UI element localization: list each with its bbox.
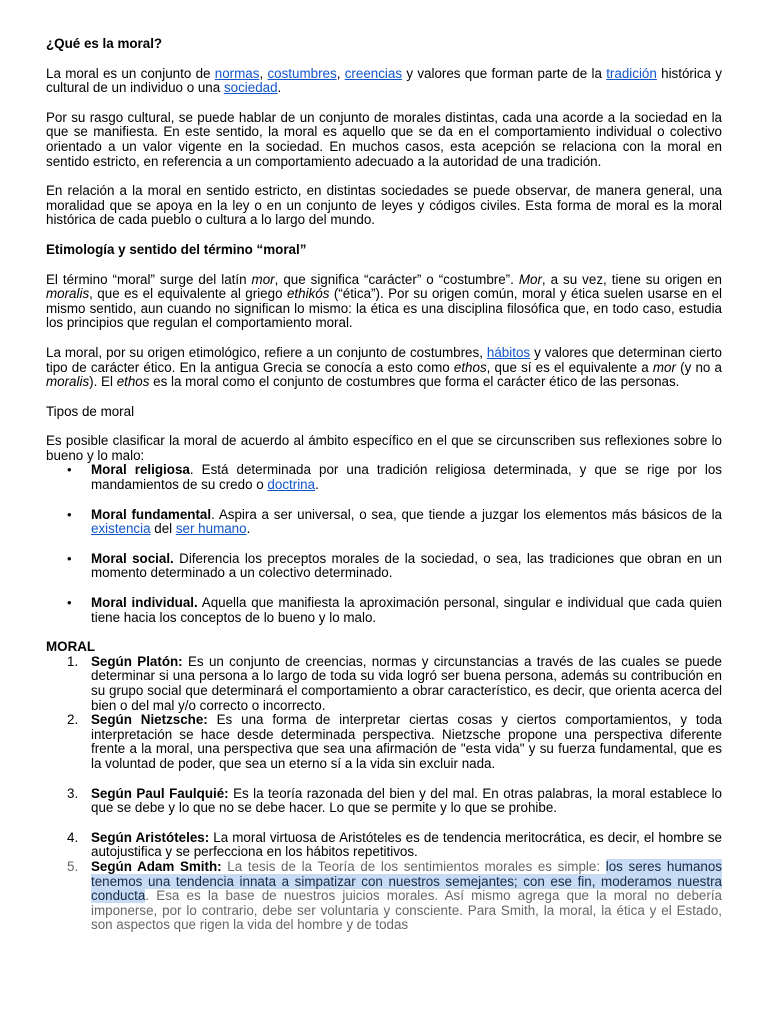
section-heading-etimologia: Etimología y sentido del término “moral” — [46, 241, 307, 257]
text: La moral es un conjunto de — [46, 65, 215, 81]
numbered-list-autores — [46, 655, 722, 933]
term: Según Platón: — [91, 653, 183, 669]
text: Diferencia los preceptos morales de la sociedad, o sea, las tradiciones que obran en un momento determinado a un colectivo determinado. — [91, 550, 722, 581]
list-item-moral-fundamental — [46, 508, 722, 537]
text: La tesis de la Teoría de los sentimientos morales es simple: — [221, 858, 606, 874]
text: ). El — [89, 374, 117, 390]
list-number: 2. — [67, 712, 79, 728]
link-costumbres[interactable]: costumbres — [267, 65, 337, 81]
link-existencia[interactable]: existencia — [91, 521, 151, 537]
term: Moral social. — [91, 550, 174, 566]
text: , que sí es el equivalente a — [486, 359, 653, 375]
bullet-list-tipos — [46, 463, 722, 625]
term: Moral fundamental — [91, 506, 212, 522]
link-tradicion[interactable]: tradición — [606, 65, 657, 81]
list-number: 3. — [67, 785, 79, 801]
list-item-platon — [46, 655, 722, 713]
list-item-nietzsche — [46, 713, 722, 771]
link-normas[interactable]: normas — [214, 65, 260, 81]
text: . Esa es la base de nuestros juicios morales. Así mismo agrega que la moral no debería imponerse, por lo contrario, debe ser voluntaria y consciente. Para Smith, la moral, la ética y el Estado, son aspectos que rigen la vida del hombre y de todas — [91, 888, 722, 933]
link-doctrina[interactable]: doctrina — [267, 477, 316, 493]
bullet-icon: • — [67, 550, 72, 566]
text: La moral virtuosa de Aristóteles es de tendencia meritocrática, es decir, el hombre se autojustifica y se perfecciona en los hábitos repetitivos. — [91, 829, 723, 860]
italic-term: mor — [251, 271, 275, 287]
italic-term: mor — [652, 359, 676, 375]
italic-term: Mor — [518, 271, 542, 287]
link-habitos[interactable]: hábitos — [486, 344, 531, 360]
text: , que es el equivalente al griego — [89, 286, 287, 302]
italic-term: ethos — [453, 359, 487, 375]
text: y valores que determinan cierto tipo de carácter ético. En la antigua Grecia se conocía a esto como — [46, 344, 722, 375]
italic-term: moralis — [46, 374, 90, 390]
text: . — [277, 80, 282, 96]
text: . — [315, 477, 319, 493]
section-heading-moral: MORAL — [46, 639, 96, 655]
italic-term: moralis — [46, 286, 90, 302]
list-number: 5. — [67, 858, 79, 874]
link-ser-humano[interactable]: ser humano — [175, 521, 247, 537]
link-creencias[interactable]: creencias — [344, 65, 403, 81]
list-number: 1. — [67, 653, 79, 669]
paragraph-definition — [46, 67, 722, 96]
bullet-icon: • — [67, 462, 72, 478]
italic-term: ethos — [116, 374, 150, 390]
bullet-icon: • — [67, 506, 72, 522]
term: Según Aristóteles: — [91, 829, 210, 845]
text: es la moral como el conjunto de costumbres que forma el carácter ético de las personas. — [149, 374, 680, 390]
section-heading-que-es-la-moral: ¿Qué es la moral? — [46, 36, 163, 51]
list-item-adam-smith — [46, 860, 722, 933]
list-item-faulquie — [46, 787, 722, 816]
list-item-aristoteles — [46, 831, 722, 860]
italic-term: ethikós — [286, 286, 330, 302]
text: La moral, por su origen etimológico, refiere a un conjunto de costumbres, — [46, 344, 487, 360]
paragraph-origen-etimologico — [46, 346, 722, 390]
paragraph-rasgo-cultural: Por su rasgo cultural, se puede hablar de un conjunto de morales distintas, cada una acorde a la sociedad en la que se manifiesta. En este sentido, la moral es aquello que se da en el comportamiento individual o colectivo orientado a un valor vigente en la sociedad. En muchos casos, esta acepción se relaciona con la moral en sentido estricto, en referencia a un comportamiento adecuado a la autoridad de una tradición. — [46, 109, 722, 169]
text: , a su vez, tiene su origen en — [541, 271, 722, 287]
list-number: 4. — [67, 829, 79, 845]
text: Es una forma de interpretar ciertas cosas y ciertos comportamientos, y toda interpretación se hace desde determinada perspectiva. Nietzsche propone una perspectiva diferente frente a la moral, una perspectiva que sea una afirmación de "esta vida" y su fuerza fundamental, que es la voluntad de poder, que sea un eterno sí a la vida sin excluir nada. — [91, 712, 722, 771]
term: Según Adam Smith: — [91, 858, 222, 874]
text: . Aspira a ser universal, o sea, que tiende a juzgar los elementos más básicos de la — [211, 506, 722, 522]
text: , — [259, 65, 268, 81]
text: . Está determinada por una tradición religiosa determinada, y que se rige por los mandamientos de su credo o — [91, 462, 722, 493]
term: Según Paul Faulquié: — [91, 785, 229, 801]
text: (y no a — [675, 359, 722, 375]
term: Moral religiosa — [91, 462, 190, 478]
text: , — [336, 65, 345, 81]
section-heading-tipos-de-moral: Tipos de moral — [46, 403, 135, 419]
text: , que significa “carácter” o “costumbre”. — [274, 271, 519, 287]
list-item-moral-individual — [46, 596, 722, 625]
list-item-moral-social — [46, 552, 722, 581]
bullet-icon: • — [67, 595, 72, 611]
term: Según Nietzsche: — [91, 712, 208, 728]
text: del — [150, 521, 176, 537]
term: Moral individual. — [91, 595, 198, 611]
paragraph-etimologia — [46, 273, 722, 331]
text: El término “moral” surge del latín — [46, 271, 252, 287]
text: histórica y cultural de un individuo o una — [46, 65, 722, 96]
text: Es un conjunto de creencias, normas y circunstancias a través de las cuales se puede determinar si una persona a lo largo de toda su vida logró ser buena persona, además su contribución en su grupo social que determinará el comportamiento a obrar característico, es decir, que orienta acerca del bien o del mal y/o correcto o incorrecto. — [91, 653, 723, 713]
highlighted-text: los seres humanos tenemos una tendencia innata a simpatizar con nuestros semejantes; con ese fin, moderamos nuestra conducta — [91, 858, 722, 904]
text: (“ética”). Por su origen común, moral y ética suelen usarse en el mismo sentido, aun cuando no significan lo mismo: la ética es una disciplina filosófica que, en todo caso, estudia los principios que regulan el comportamiento moral. — [46, 286, 722, 331]
text: y valores que forman parte de la — [402, 65, 607, 81]
text: . — [246, 521, 251, 537]
text: Aquella que manifiesta la aproximación personal, singular e individual que cada quien tiene hacia los conceptos de lo bueno y lo malo. — [91, 595, 722, 625]
link-sociedad[interactable]: sociedad — [223, 80, 278, 96]
text: Es la teoría razonada del bien y del mal. En otras palabras, la moral establece lo que se debe y lo que no se debe hacer. Lo que se permite y lo que se prohibe. — [91, 785, 722, 816]
paragraph-sentido-estricto: En relación a la moral en sentido estricto, en distintas sociedades se puede observar, de manera general, una moralidad que se apoya en la ley o en un conjunto de leyes y códigos civiles. Esta forma de moral es la moral histórica de cada pueblo o cultura a lo largo del mundo. — [46, 183, 722, 228]
paragraph-tipos-intro: Es posible clasificar la moral de acuerdo al ámbito específico en el que se circunscriben sus reflexiones sobre lo bueno y lo malo: — [46, 433, 722, 463]
list-item-moral-religiosa — [46, 463, 722, 492]
